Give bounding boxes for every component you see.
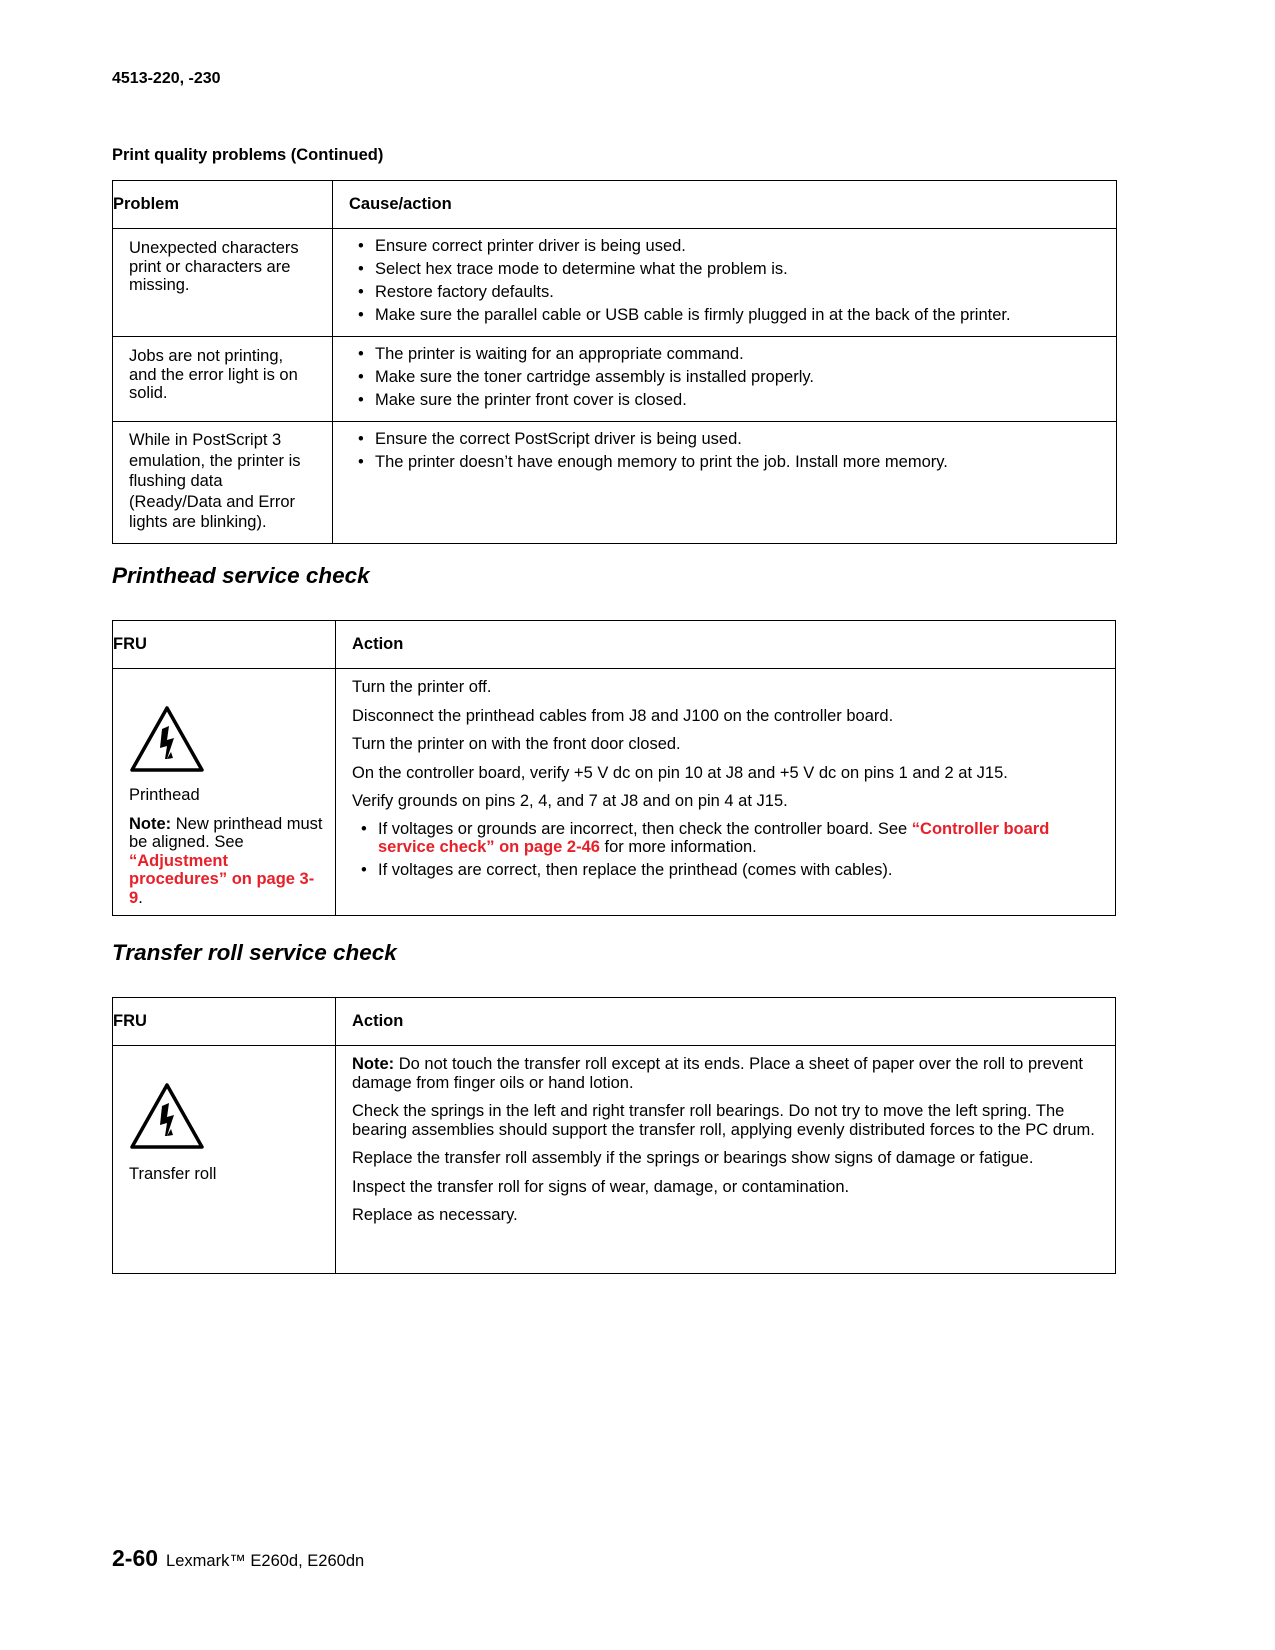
fru-cell <box>113 1046 336 1274</box>
action-step: Inspect the transfer roll for signs of wear, damage, or contamination. <box>352 1177 850 1196</box>
list-item <box>352 820 1101 857</box>
printhead-table <box>112 620 1116 916</box>
note-text: New printhead must be aligned. See <box>129 814 323 851</box>
col-header-cause: Cause/action <box>333 181 1117 229</box>
action-step: Turn the printer off. <box>352 678 492 696</box>
problem-cell: Unexpected characters print or characters are missing. <box>113 229 333 337</box>
col-header-action: Action <box>336 998 1116 1046</box>
action-step: Check the springs in the left and right transfer roll bearings. Do not try to move the left spring. The bearing assemblies should support the transfer roll, applying evenly distributed forces to the PC drum. <box>352 1102 1095 1139</box>
note-label: Note: <box>352 1055 395 1073</box>
note-label: Note: <box>129 814 172 833</box>
controller-board-link[interactable]: “Controller board service check” on page 2-46 <box>378 819 1050 856</box>
action-step: Verify grounds on pins 2, 4, and 7 at J8 and on pin 4 at J15. <box>352 792 788 810</box>
document-code: 4513-220, -230 <box>112 70 221 87</box>
page-footer <box>112 1545 364 1572</box>
problem-cell: While in PostScript 3 emulation, the printer is flushing data (Ready/Data and Error lights are blinking). <box>113 422 333 544</box>
bullet-text: for more information. <box>599 838 757 856</box>
col-header-problem: Problem <box>113 181 333 229</box>
list-item: • The printer doesn’t have enough memory to print the job. Install more memory. <box>349 453 1104 472</box>
section-title-transfer-roll: Transfer roll service check <box>112 940 397 965</box>
note-end: . <box>138 888 143 907</box>
action-step: On the controller board, verify +5 V dc on pin 10 at J8 and +5 V dc on pins 1 and 2 at J15. <box>352 763 1008 782</box>
electrical-hazard-icon <box>129 705 325 778</box>
fru-name: Printhead <box>129 786 200 804</box>
list-item: • Ensure the correct PostScript driver is being used. <box>349 430 1104 449</box>
action-note <box>352 1055 1101 1092</box>
table-row <box>113 669 1116 916</box>
cause-cell <box>333 229 1117 337</box>
list-item: • Select hex trace mode to determine what the problem is. <box>349 260 1104 279</box>
list-item: • Make sure the toner cartridge assembly is installed properly. <box>349 368 1104 387</box>
list-item: • If voltages are correct, then replace the printhead (comes with cables). <box>352 861 1101 880</box>
action-cell <box>336 669 1116 916</box>
product-name: Lexmark™ E260d, E260dn <box>166 1552 365 1570</box>
section-title-printhead: Printhead service check <box>112 563 370 588</box>
list-item: • Restore factory defaults. <box>349 283 1104 302</box>
print-quality-table <box>112 180 1117 544</box>
table-row <box>113 337 1117 422</box>
list-item: • Make sure the parallel cable or USB cable is firmly plugged in at the back of the printer. <box>349 306 1104 325</box>
fru-name: Transfer roll <box>129 1165 217 1183</box>
fru-cell <box>113 669 336 916</box>
list-item: • Make sure the printer front cover is closed. <box>349 391 1104 410</box>
action-step: Replace as necessary. <box>352 1206 518 1224</box>
table-row <box>113 229 1117 337</box>
cause-cell <box>333 337 1117 422</box>
action-cell <box>336 1046 1116 1274</box>
col-header-action: Action <box>336 621 1116 669</box>
action-step: Disconnect the printhead cables from J8 and J100 on the controller board. <box>352 706 894 725</box>
table-row <box>113 422 1117 544</box>
table-row <box>113 1046 1116 1274</box>
col-header-fru: FRU <box>113 621 336 669</box>
fru-note <box>129 815 325 908</box>
action-step: Turn the printer on with the front door closed. <box>352 735 681 753</box>
cause-cell <box>333 422 1117 544</box>
note-text: Do not touch the transfer roll except at its ends. Place a sheet of paper over the roll to prevent damage from finger oils or hand lotion. <box>352 1055 1083 1092</box>
transfer-roll-table <box>112 997 1116 1274</box>
electrical-hazard-icon <box>129 1082 325 1155</box>
col-header-fru: FRU <box>113 998 336 1046</box>
page-number: 2-60 <box>112 1545 159 1571</box>
problem-cell: Jobs are not printing, and the error light is on solid. <box>113 337 333 422</box>
list-item: • The printer is waiting for an appropriate command. <box>349 345 1104 364</box>
bullet-text: If voltages or grounds are incorrect, then check the controller board. See <box>378 819 912 838</box>
table-caption: Print quality problems (Continued) <box>112 146 384 164</box>
list-item: • Ensure correct printer driver is being used. <box>349 237 1104 256</box>
action-step: Replace the transfer roll assembly if the springs or bearings show signs of damage or fatigue. <box>352 1149 1034 1167</box>
adjustment-procedures-link[interactable]: “Adjustment procedures” on page 3-9 <box>129 851 315 907</box>
